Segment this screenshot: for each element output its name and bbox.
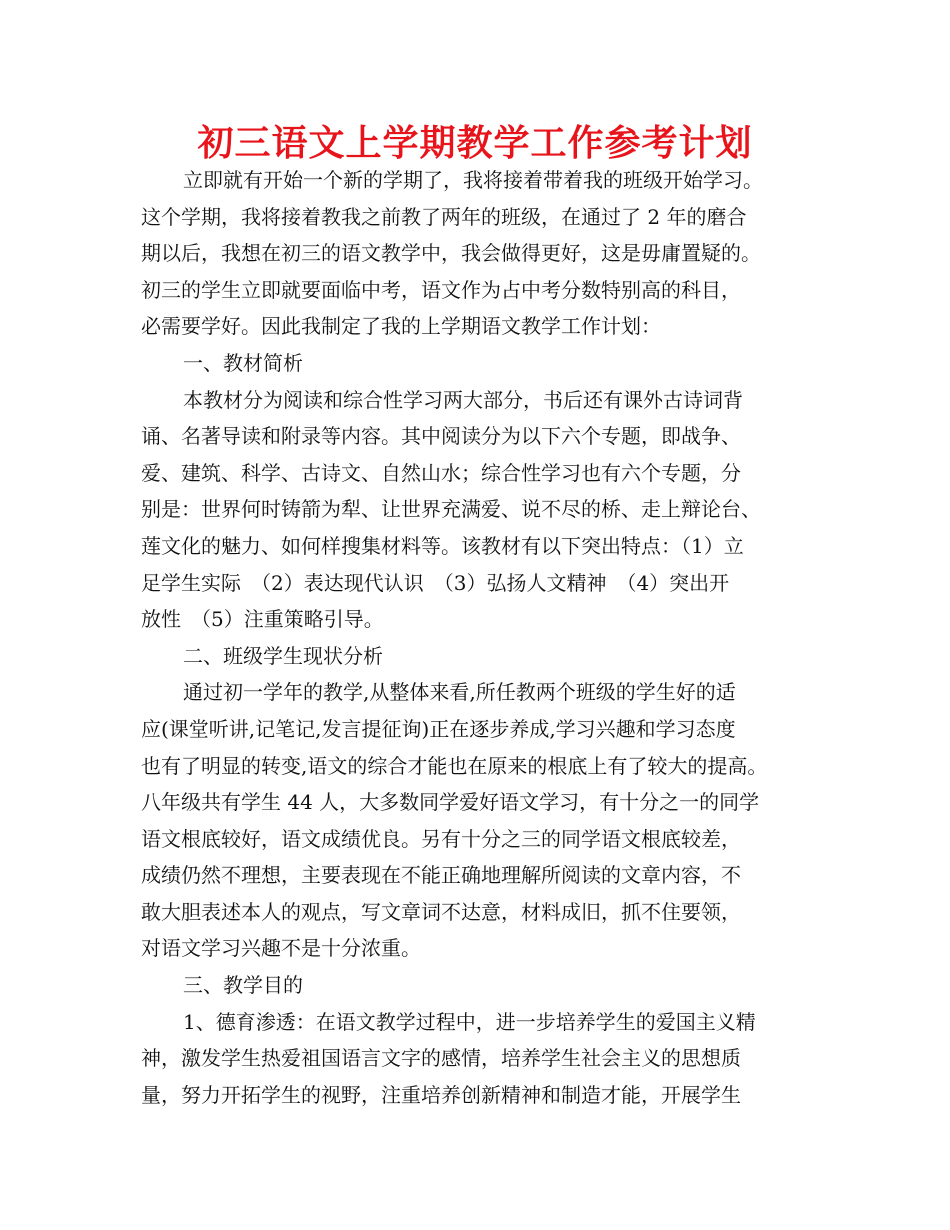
body-line: 八年级共有学生 44 人，大多数同学爱好语文学习，有十分之一的同学 [141,790,760,815]
body-line: 通过初一学年的教学,从整体来看,所任教两个班级的学生好的适 [183,680,736,705]
document-body [141,162,821,1113]
body-line: 初三的学生立即就要面临中考，语文作为占中考分数特别高的科目， [141,277,741,302]
body-line: 爱、建筑、科学、古诗文、自然山水；综合性学习也有六个专题，分 [141,460,741,485]
body-line: 足学生实际 （2）表达现代认识 （3）弘扬人文精神 （4）突出开 [141,570,730,595]
body-line: 三、教学目的 [183,973,303,998]
body-line: 莲文化的魅力、如何样搜集材料等。该教材有以下突出特点：（1）立 [141,533,744,558]
body-line: 这个学期，我将接着教我之前教了两年的班级，在通过了 2 年的磨合 [141,204,747,229]
body-line: 必需要学好。因此我制定了我的上学期语文教学工作计划： [141,314,661,339]
body-line: 对语文学习兴趣不是十分浓重。 [141,936,421,961]
document-title: 初三语文上学期教学工作参考计划 [197,123,753,164]
body-line: 期以后，我想在初三的语文教学中，我会做得更好，这是毋庸置疑的。 [141,241,761,266]
body-line: 二、班级学生现状分析 [183,643,383,668]
body-line: 语文根底较好，语文成绩优良。另有十分之三的同学语文根底较差， [141,826,741,851]
body-line: 一、教材简析 [183,350,303,375]
body-line: 本教材分为阅读和综合性学习两大部分，书后还有课外古诗词背 [183,387,743,412]
body-line: 别是：世界何时铸箭为犁、让世界充满爱、说不尽的桥、走上辩论台、 [141,497,761,522]
body-line: 神，激发学生热爱祖国语言文字的感情，培养学生社会主义的思想质 [141,1046,741,1071]
body-line: 应(课堂听讲,记笔记,发言提征询)正在逐步养成,学习兴趣和学习态度 [141,716,736,741]
body-line: 放性 （5）注重策略引导。 [141,607,384,632]
body-line: 成绩仍然不理想，主要表现在不能正确地理解所阅读的文章内容，不 [141,863,741,888]
body-line: 1、德育渗透：在语文教学过程中，进一步培养学生的爱国主义精 [183,1009,756,1034]
body-line: 量，努力开拓学生的视野，注重培养创新精神和制造才能，开展学生 [141,1082,741,1107]
body-line: 也有了明显的转变,语文的综合才能也在原来的根底上有了较大的提高。 [141,753,768,778]
body-line: 立即就有开始一个新的学期了，我将接着带着我的班级开始学习。 [183,168,763,192]
body-line: 诵、名著导读和附录等内容。其中阅读分为以下六个专题，即战争、 [141,424,741,449]
body-line: 敢大胆表述本人的观点，写文章词不达意，材料成旧，抓不住要领， [141,899,741,924]
